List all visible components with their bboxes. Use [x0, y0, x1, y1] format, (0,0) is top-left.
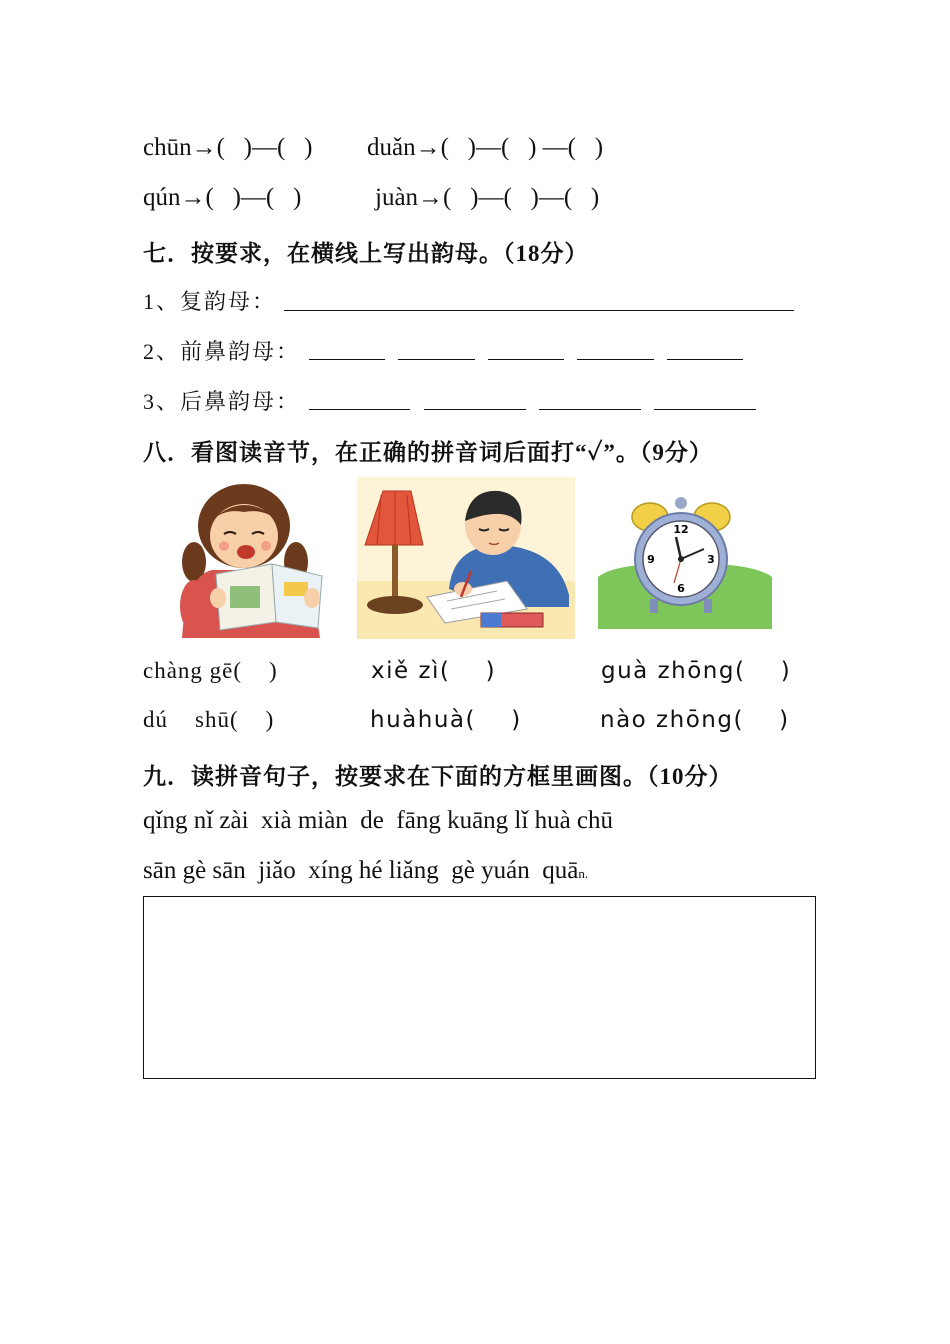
option-gua-zhong[interactable]: guà zhōng( ): [601, 658, 792, 684]
answer-line-3b[interactable]: [424, 409, 526, 410]
answer-line-2a[interactable]: [309, 359, 385, 360]
svg-text:6: 6: [677, 582, 685, 595]
answer-line-3c[interactable]: [539, 409, 641, 410]
option-xie-zi[interactable]: xiě zì( ): [371, 658, 497, 684]
option-huahua[interactable]: huàhuà( ): [370, 707, 522, 733]
girl-singing-with-book-icon: [172, 478, 332, 638]
answer-line-3a[interactable]: [309, 409, 410, 410]
section-9-heading: 九．读拼音句子，按要求在下面的方框里画图。（10分）: [143, 764, 733, 789]
pinyin-sentence-line-2-tail: n.: [578, 866, 589, 881]
option-chang-ge[interactable]: chàng gē( ): [143, 658, 278, 683]
section-7-heading: 七．按要求，在横线上写出韵母。（18分）: [143, 241, 589, 266]
exercise-row-2-left: qún→( )—( ): [143, 184, 302, 211]
drawing-box[interactable]: [143, 896, 816, 1079]
exercise-row-2-right: juàn→( )—( )—( ): [375, 184, 600, 211]
svg-text:9: 9: [647, 553, 655, 566]
answer-line-1[interactable]: [284, 310, 794, 311]
pinyin-sentence-line-2: [143, 857, 588, 885]
pinyin-sentence-line-2-main: sān gè sān jiǎo xíng hé liǎng gè yuán quā: [143, 857, 579, 884]
svg-text:12: 12: [673, 523, 689, 536]
option-nao-zhong[interactable]: nào zhōng( ): [600, 707, 790, 733]
item-2-label: 2、前鼻韵母：: [143, 339, 301, 364]
option-du-shu[interactable]: dú shū( ): [143, 707, 275, 732]
answer-line-2c[interactable]: [488, 359, 564, 360]
exercise-row-1-right: duǎn→( )—( ) —( ): [367, 134, 604, 161]
answer-line-2e[interactable]: [667, 359, 743, 360]
section-8-heading: 八．看图读音节，在正确的拼音词后面打“✓”。（9分）: [143, 440, 713, 465]
pinyin-sentence-line-1: qǐng nǐ zài xià miàn de fāng kuāng lǐ huà chū: [143, 807, 614, 834]
alarm-clock-icon: [594, 493, 774, 633]
answer-line-3d[interactable]: [654, 409, 756, 410]
exercise-row-1-left: chūn→( )—( ): [143, 134, 313, 161]
svg-text:3: 3: [707, 553, 715, 566]
boy-writing-at-desk-icon: [357, 477, 575, 639]
item-1-label: 1、复韵母：: [143, 289, 277, 314]
answer-line-2b[interactable]: [398, 359, 475, 360]
answer-line-2d[interactable]: [577, 359, 654, 360]
item-3-label: 3、后鼻韵母：: [143, 389, 301, 414]
